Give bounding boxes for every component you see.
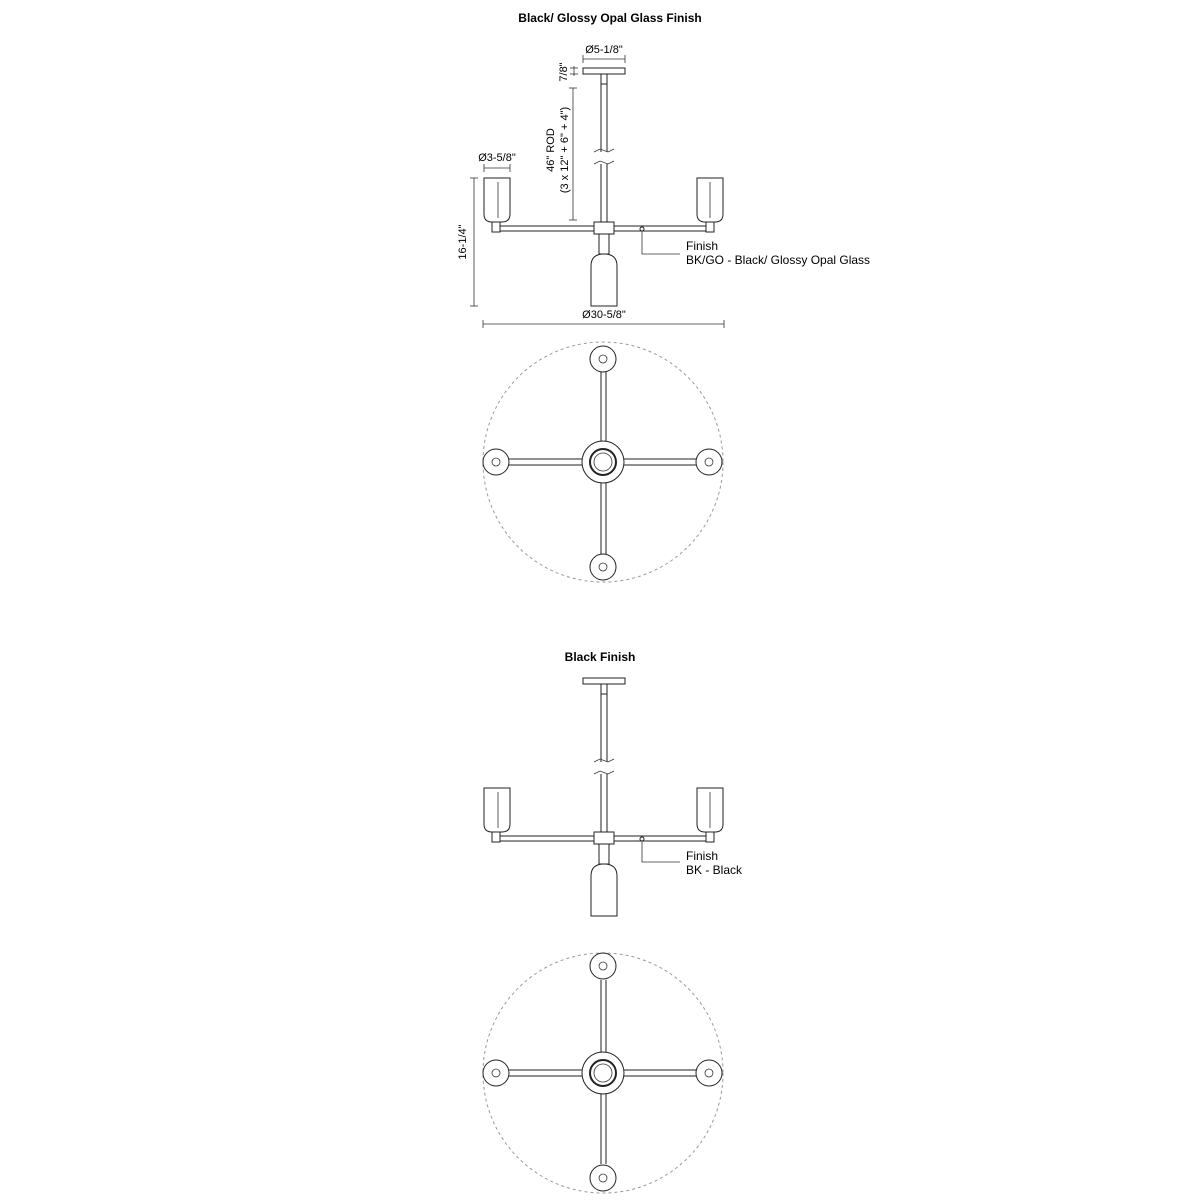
right-socket (706, 832, 714, 842)
rod-coupler (601, 74, 607, 84)
center-stem (599, 844, 609, 864)
center-stem (599, 234, 609, 254)
variant-2-elevation (484, 678, 743, 916)
finish-callout-point (640, 837, 644, 841)
top-shade-right (696, 449, 722, 475)
fixture-height-label: 16-1/4" (457, 224, 469, 260)
variant-2-finish-label: Finish (686, 849, 719, 863)
variant-1-plan-view (483, 342, 723, 582)
finish-leader (642, 231, 680, 254)
variant-1-finish-label: Finish (686, 239, 719, 253)
top-shade-top (590, 346, 616, 372)
variant-1-title: Black/ Glossy Opal Glass Finish (518, 11, 702, 25)
center-glass-shade (591, 254, 617, 306)
rod-coupler (601, 684, 607, 694)
finish-leader (642, 841, 680, 862)
shade-diameter-label: Ø3-5/8" (478, 152, 516, 164)
top-shade-left (483, 449, 509, 475)
left-glass-shade (484, 788, 510, 832)
canopy-height-label: 7/8" (558, 62, 570, 82)
top-shade-bottom (590, 1165, 616, 1191)
top-shade-left (483, 1060, 509, 1086)
rod-length-label: 46" ROD (545, 128, 557, 172)
rod-composition-label: (3 x 12" + 6" + 4") (559, 106, 571, 194)
top-shade-right (696, 1060, 722, 1086)
variant-2-plan-view (483, 953, 723, 1193)
variant-1-finish-value: BK/GO - Black/ Glossy Opal Glass (686, 253, 871, 267)
right-socket (706, 222, 714, 232)
finish-callout-point (640, 227, 644, 231)
left-glass-shade (484, 178, 510, 222)
center-hub (594, 832, 614, 844)
canopy-diameter-label: Ø5-1/8" (585, 44, 623, 56)
canopy (583, 678, 625, 684)
top-canopy (582, 1052, 624, 1094)
top-shade-bottom (590, 554, 616, 580)
variant-2-title: Black Finish (564, 650, 636, 664)
variant-2-finish-value: BK - Black (686, 863, 743, 877)
variant-1-elevation (457, 44, 870, 328)
center-glass-shade (591, 864, 617, 916)
left-socket (492, 832, 500, 842)
top-canopy (582, 441, 624, 483)
top-shade-top (590, 953, 616, 979)
overall-diameter-label: Ø30-5/8" (582, 309, 626, 321)
canopy (583, 68, 625, 74)
center-hub (594, 222, 614, 234)
left-socket (492, 222, 500, 232)
